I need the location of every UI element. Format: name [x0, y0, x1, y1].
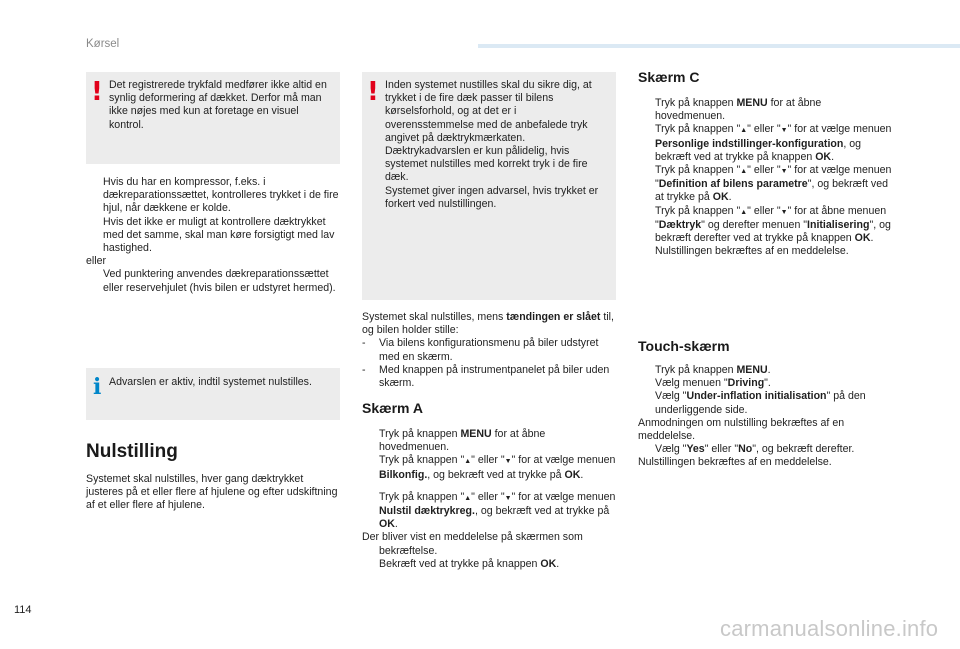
arrow-down-icon: ▼ [504, 494, 512, 502]
arrow-down-icon: ▼ [780, 168, 788, 176]
header-bar [478, 44, 960, 48]
arrow-down-icon: ▼ [504, 458, 512, 466]
list-item: Tryk på knappen "▲" eller "▼" for at åbne menuen "Dæktryk" og derefter menuen "Initialisering", og bekræft derefter ved at trykke på knappen OK. Nulstillingen bekræftes af en meddelelse. [655, 204, 891, 258]
section-header: Kørsel [86, 38, 120, 50]
list-item: Hvis det ikke er muligt at kontrollere dæktrykket med det samme, skal man køre forsigtigt med lav hastighed. [103, 215, 335, 255]
col1-list [86, 176, 340, 295]
skaerm-c-steps [638, 97, 892, 258]
heading-skaerm-c: Skærm C [638, 69, 700, 85]
list-item: - Via bilens konfigurationsmenu på biler udstyret med en skærm. [362, 337, 599, 363]
info-text: Advarslen er aktiv, indtil systemet nulstilles. [109, 376, 312, 388]
skaerm-a-steps [362, 428, 616, 571]
heading-touch-skaerm: Touch-skærm [638, 338, 730, 354]
arrow-up-icon: ▲ [464, 494, 472, 502]
warning-box-reset [362, 72, 616, 300]
touch-steps [638, 364, 892, 470]
arrow-up-icon: ▲ [740, 208, 748, 216]
list-item: Tryk på knappen "▲" eller "▼" for at vælge menuen Personlige indstillinger-konfiguration, og bekræft ved at trykke på knappen OK. [655, 123, 892, 163]
arrow-up-icon: ▲ [740, 168, 748, 176]
warning-text: Inden systemet nustilles skal du sikre dig, at trykket i de fire dæk passer til bilens kørselsforhold, og at det er i overensstemmelse med de anbefalede tryk angivet på dæktrykmærkaten. [385, 79, 592, 144]
warning-text: Systemet giver ingen advarsel, hvis trykket er forkert ved nulstillingen. [385, 184, 599, 210]
arrow-up-icon: ▲ [740, 127, 748, 135]
list-item: Tryk på knappen "▲" eller "▼" for at vælge menuen Nulstil dæktrykreg., og bekræft ved at trykke på OK. [379, 490, 616, 531]
reset-intro: Systemet skal nulstilles, mens tændingen er slået til, og bilen holder stille: [362, 311, 614, 337]
nulstilling-paragraph: Systemet skal nulstilles, hver gang dæktrykket justeres på et eller flere af hjulene og efter udskiftning af et eller flere af hjulene. [86, 473, 338, 512]
warning-box-pressure [86, 72, 340, 164]
list-item: Tryk på knappen "▲" eller "▼" for at vælge menuen Bilkonfig., og bekræft ved at trykke på OK. [379, 454, 616, 481]
list-item: Vælg "Under-inflation initialisation" på den underliggende side. [655, 390, 866, 416]
list-item: Tryk på knappen "▲" eller "▼" for at vælge menuen "Definition af bilens parametre", og bekræft ved at trykke på OK. [655, 164, 892, 204]
confirm-message: Der bliver vist en meddelelse på skærmen som bekræftelse. [362, 531, 583, 557]
info-box [86, 368, 340, 420]
list-item: Tryk på knappen MENU for at åbne hovedmenuen. [379, 428, 546, 454]
page-number: 114 [14, 604, 32, 616]
warning-text: Dæktrykadvarslen er kun pålidelig, hvis systemet nulstilles med korrekt tryk i de fire dæk. [385, 145, 588, 184]
warning-text: Det registrerede trykfald medfører ikke altid en synlig deformering af dækket. Derfor må man ikke nøjes med kun at foretage en visuel kontrol. [109, 79, 327, 131]
list-item: Bekræft ved at trykke på knappen OK. [379, 557, 560, 570]
list-item: - Med knappen på instrumentpanelet på biler uden skærm. [362, 363, 610, 390]
or-text: eller [86, 255, 107, 268]
arrow-up-icon: ▲ [464, 458, 472, 466]
final-message: Nulstillingen bekræftes af en meddelelse. [638, 456, 832, 469]
arrow-down-icon: ▼ [780, 127, 788, 135]
section-heading-nulstilling: Nulstilling [86, 441, 178, 462]
list-item: Vælg menuen "Driving". [655, 377, 771, 390]
col2-intro [362, 311, 616, 390]
watermark: carmanualsonline.info [720, 616, 939, 641]
warning-icon: ! [367, 77, 379, 107]
warning-icon: ! [91, 77, 103, 107]
list-item: Ved punktering anvendes dækreparationssættet eller reservehjulet (hvis bilen er udstyret hermed). [103, 268, 336, 294]
arrow-down-icon: ▼ [780, 208, 788, 216]
list-item: Hvis du har en kompressor, f.eks. i dækreparationssættet, kontrolleres trykket i de fire hjul, når dækkene er kolde. [103, 176, 339, 215]
list-item: Tryk på knappen MENU for at åbne hovedmenuen. [655, 97, 822, 123]
heading-skaerm-a: Skærm A [362, 400, 423, 416]
list-item: Vælg "Yes" eller "No", og bekræft derefter. [655, 443, 855, 456]
list-item: Tryk på knappen MENU. [655, 364, 771, 376]
request-message: Anmodningen om nulstilling bekræftes af en meddelelse. [638, 416, 845, 443]
info-icon: i [93, 374, 102, 400]
